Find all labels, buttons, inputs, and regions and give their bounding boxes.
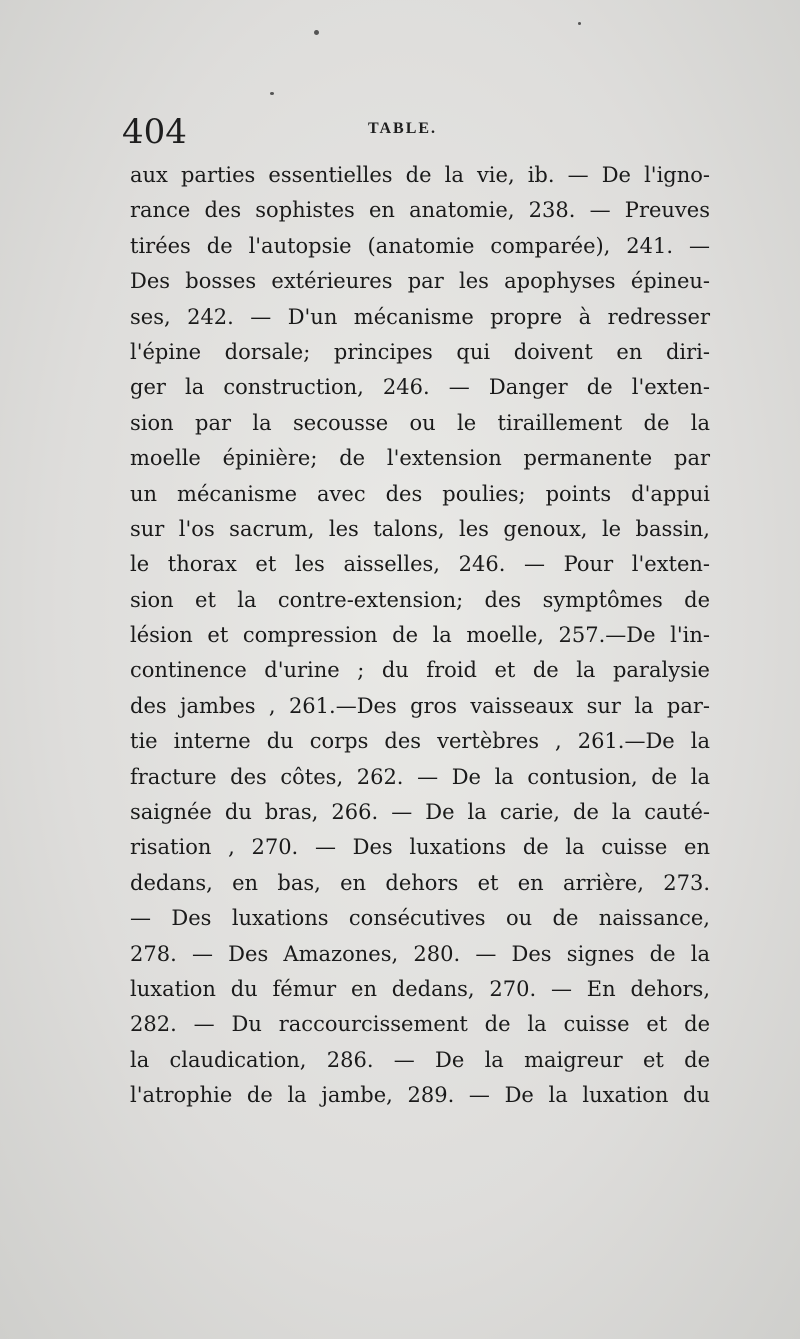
text-line: tie interne du corps des vertèbres , 261.—De la: [130, 729, 710, 754]
page-number: 404: [122, 112, 187, 152]
text-line: le thorax et les aisselles, 246. — Pour l'exten-: [130, 552, 710, 577]
text-line: — Des luxations consécutives ou de naissance,: [130, 906, 710, 931]
text-line: fracture des côtes, 262. — De la contusion, de la: [130, 764, 710, 789]
text-line: l'épine dorsale; principes qui doivent en diri-: [130, 339, 710, 364]
text-line: sion et la contre-extension; des symptômes de: [130, 587, 710, 612]
index-text: [130, 158, 710, 1114]
text-line: dedans, en bas, en dehors et en arrière, 273.: [130, 870, 710, 895]
text-line: risation , 270. — Des luxations de la cuisse en: [130, 835, 710, 860]
paper-speck: [578, 22, 581, 25]
text-line: aux parties essentielles de la vie, ib. — De l'igno-: [130, 163, 710, 187]
text-line: rance des sophistes en anatomie, 238. — Preuves: [130, 198, 710, 223]
paper-speck: [314, 30, 319, 35]
text-line: lésion et compression de la moelle, 257.—De l'in-: [130, 623, 710, 648]
text-line: tirées de l'autopsie (anatomie comparée), 241. —: [130, 233, 710, 258]
page-header: [122, 112, 712, 152]
text-line: l'atrophie de la jambe, 289. — De la luxation du: [130, 1083, 710, 1108]
paper-speck: [270, 92, 274, 95]
text-line: sur l'os sacrum, les talons, les genoux, le bassin,: [130, 516, 710, 541]
text-line: ses, 242. — D'un mécanisme propre à redresser: [130, 304, 710, 329]
text-line: sion par la secousse ou le tiraillement de la: [130, 410, 710, 435]
text-line: 278. — Des Amazones, 280. — Des signes de la: [130, 941, 710, 966]
text-line: saignée du bras, 266. — De la carie, de la cauté-: [130, 800, 710, 825]
text-line: moelle épinière; de l'extension permanente par: [130, 446, 710, 471]
text-line: continence d'urine ; du froid et de la paralysie: [130, 658, 710, 683]
text-line: Des bosses extérieures par les apophyses épineu-: [130, 269, 710, 294]
text-line: luxation du fémur en dedans, 270. — En dehors,: [130, 976, 710, 1001]
text-line: la claudication, 286. — De la maigreur et de: [130, 1047, 710, 1072]
text-line: ger la construction, 246. — Danger de l'exten-: [130, 375, 710, 400]
text-line: 282. — Du raccourcissement de la cuisse et de: [130, 1012, 710, 1037]
text-line: un mécanisme avec des poulies; points d'appui: [130, 481, 710, 506]
text-line: des jambes , 261.—Des gros vaisseaux sur la par-: [130, 693, 710, 718]
running-head: TABLE.: [368, 120, 438, 137]
